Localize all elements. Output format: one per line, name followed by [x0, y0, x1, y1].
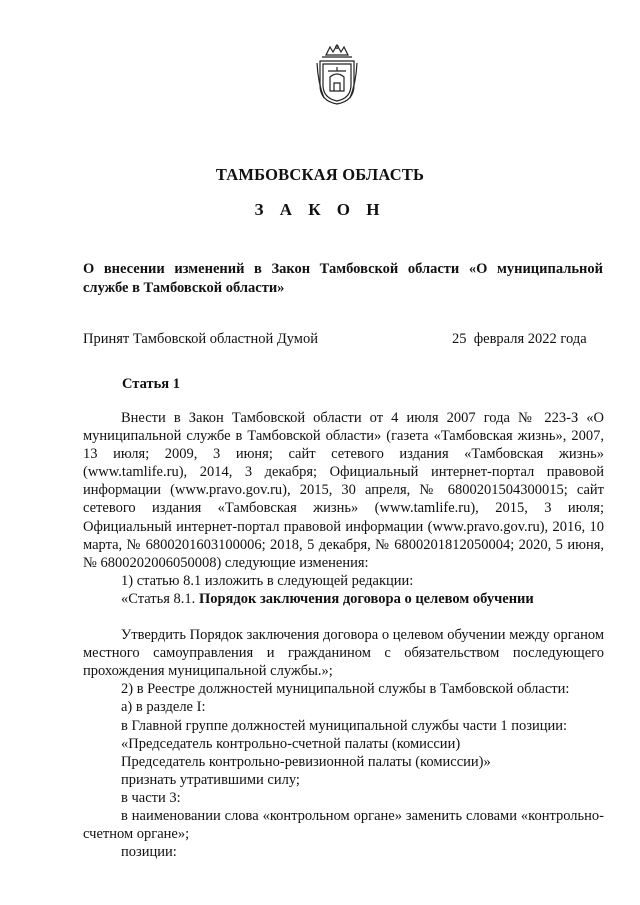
main-group-paragraph: в Главной группе должностей муниципальной службы части 1 позиции:	[121, 717, 568, 734]
law-subject: О внесении изменений в Закон Тамбовской области «О муниципальной службе в Тамбовской области»	[83, 261, 603, 296]
region-heading: ТАМБОВСКАЯ ОБЛАСТЬ	[215, 165, 425, 184]
item-2a: а) в разделе I:	[121, 699, 206, 716]
adopted-date	[452, 331, 587, 348]
adopted-day: 25	[452, 331, 467, 347]
quoted-article-title: Порядок заключения договора о целевом обучении	[198, 590, 534, 607]
invalid-paragraph: признать утратившими силу;	[121, 771, 300, 788]
article-intro: Внести в Закон Тамбовской области от 4 июля 2007 года № 223-З «О муниципальной службе в Тамбовской области» (газета «Тамбовская жизнь», 2007, 13 июля; 2009, 3 июня; сайт сетевого издания «Тамбовская жизнь» (www.tamlife.ru), 2014, 3 декабря; Официальный интернет-портал правовой информации (www.pravo.gov.ru), 2015, 30 апреля, № 6800201504300015; сайт сетевого издания «Тамбовская жизнь» (www.tamlife.ru), 2015, 3 июля; Официальный интернет-портал правовой информации (www.pravo.gov.ru), 2016, 10 марта, № 6800201603100006; 2018, 5 декабря, № 6800201812050004; 2020, 5 июня, № 6800202006050008) следующие изменения:	[83, 410, 604, 571]
position-1: «Председатель контрольно-счетной палаты (комиссии)	[121, 735, 461, 752]
item-1: 1) статью 8.1 изложить в следующей редакции:	[121, 572, 414, 589]
adopted-month-year: февраля 2022 года	[473, 331, 587, 347]
rename-paragraph: в наименовании слова «контрольном органе» заменить словами «контрольно-счетном органе»;	[83, 807, 604, 843]
part-3-paragraph: в части 3:	[121, 789, 181, 806]
quoted-article-number: «Статья 8.1.	[121, 590, 199, 607]
positions-paragraph: позиции:	[121, 844, 177, 861]
approve-paragraph: Утвердить Порядок заключения договора о целевом обучении между органом местного самоуправления и гражданином с обязательством последующего прохождения муниципальной службы.»;	[83, 627, 604, 680]
article-title: Статья 1	[122, 376, 180, 392]
item-2: 2) в Реестре должностей муниципальной службы в Тамбовской области:	[121, 681, 570, 698]
adopted-by: Принят Тамбовской областной Думой	[83, 331, 318, 347]
quoted-article-heading	[83, 590, 604, 608]
position-2: Председатель контрольно-ревизионной палаты (комиссии)»	[121, 753, 491, 770]
tambov-coat-of-arms-icon	[316, 43, 358, 106]
law-title: З А К О Н	[254, 200, 386, 219]
article-body	[83, 409, 604, 861]
